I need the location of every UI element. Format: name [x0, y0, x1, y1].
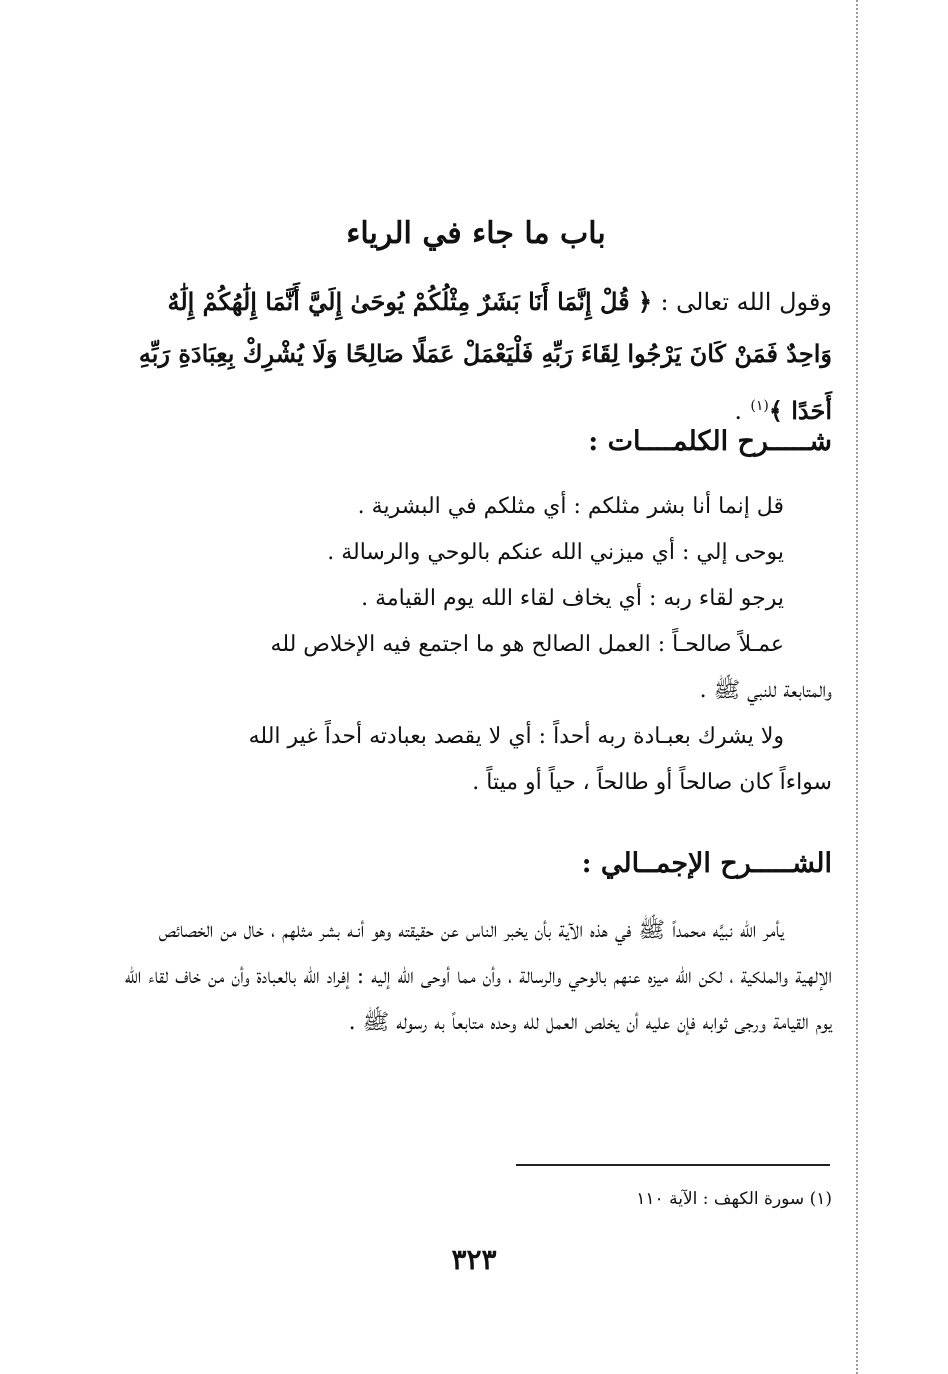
verse-end-mark: . [734, 397, 742, 425]
footnote: (١) سورة الكهف : الآية ١١٠ [636, 1189, 832, 1209]
word-explanation-item: ولا يشرك بعبـادة ربه أحداً : أي لا يقصد بعبادته أحداً غير الله [248, 724, 784, 749]
quran-verse-paragraph [120, 276, 832, 437]
chapter-title: باب ما جاء في الرياء [346, 216, 606, 251]
word-explanation-item: قل إنما أنا بشر مثلكم : أي مثلكم في البشرية . [357, 494, 784, 519]
word-explanation-item: يوحى إلي : أي ميزني الله عنكم بالوحي والرسالة . [327, 540, 784, 565]
word-explanation-continuation: سواءاً كان صالحاً أو طالحاً ، حياً أو ميتاً . [472, 770, 832, 795]
footnote-reference: (١) [750, 398, 769, 414]
verse-text: ﴿ قُلْ إِنَّمَا أَنَا بَشَرٌ مِثْلُكُمْ يُوحَىٰ إِلَيَّ أَنَّمَا إِلَٰهُكُمْ إِلَٰهٌ وَاحِدٌ فَمَنْ كَانَ يَرْجُوا لِقَاءَ رَبِّهِ فَلْيَعْمَلْ عَمَلًا صَالِحًا وَلَا يُشْرِكْ بِعِبَادَةِ رَبِّهِ أَحَدًا ﴾ [138, 287, 832, 425]
page-number: ٣٢٣ [451, 1243, 497, 1276]
verse-intro: وقول الله تعالى : [660, 288, 832, 316]
word-explanations-list [120, 484, 832, 806]
summary-heading: الشـــــرح الإجمــالي : [581, 848, 832, 879]
word-explanation-item: يرجو لقاء ربه : أي يخاف لقاء الله يوم القيامة . [361, 586, 784, 611]
page-edge-dotted-line [856, 0, 858, 1374]
summary-paragraph: يأمر الله نبيَّه محمداً ﷺ في هذه الآية بأن يخبر الناس عن حقيقته وهو أنـه بشر مثلهم ، خال من الخصائص الإلهية والملكية ، لكن الله ميزه عنهم بالوحي والرسالة ، وأن مما أوحى الله إليه : إفراد الله بالعبادة وأن من خاف لقاء الله يوم القيامة ورجى ثوابه فإن عليه أن يخلص العمل لله وحده متابعاً به رسوله ﷺ . [124, 918, 832, 1035]
word-explanation-continuation: والمتابعة للنبي ﷺ . [699, 678, 832, 703]
word-explanations-heading: شـــــرح الكلمــــات : [588, 426, 832, 457]
summary-body [120, 908, 832, 1046]
word-explanation-item: عمـلاً صالحـاً : العمل الصالح هو ما اجتمع فيه الإخلاص لله [270, 632, 784, 657]
footnote-separator [516, 1164, 830, 1166]
